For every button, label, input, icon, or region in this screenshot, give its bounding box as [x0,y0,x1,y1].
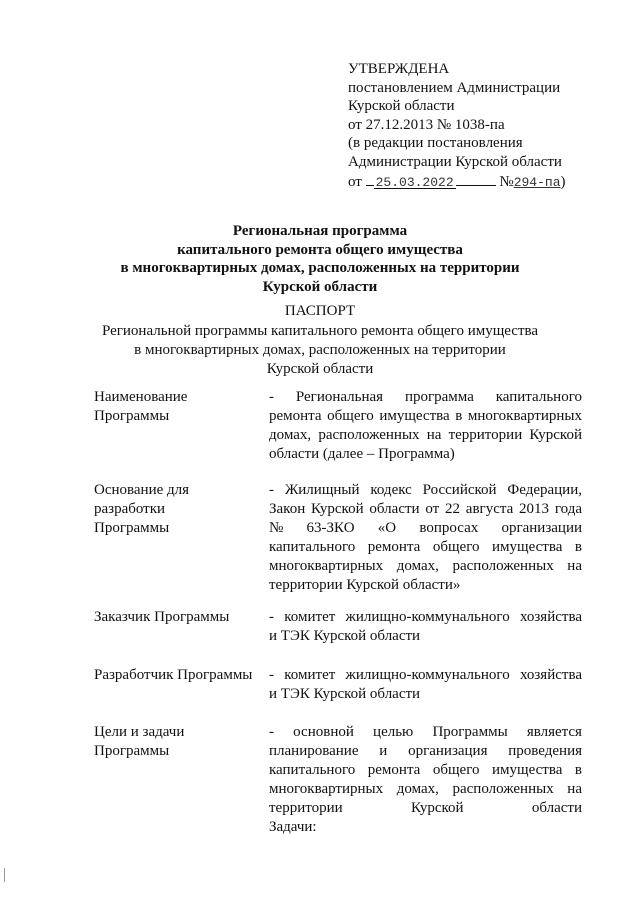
passport-row-label [94,481,264,538]
value-line [269,500,582,519]
date-prefix: от [348,174,362,190]
value-word: Задачи: [269,819,317,835]
value-word: области (далее – Программа) [269,446,455,462]
passport-heading: ПАСПОРТ [284,303,356,319]
date-blank-left [366,171,374,186]
value-word: проведения [508,743,582,759]
value-line [269,742,582,761]
program-title [0,222,640,296]
passport-row-value [269,608,582,646]
value-word: - [269,389,274,405]
passport-row-value [269,666,582,704]
passport-row-label [94,723,264,761]
scan-margin-mark [4,868,5,882]
approval-revision-line: (в редакции постановления [348,135,523,151]
close-paren: ) [560,174,566,190]
value-word: планирование [269,743,359,759]
value-line [269,761,582,780]
date-blank-right [456,171,496,186]
label-line: Наименование [94,389,188,405]
approval-stamp [348,60,628,193]
passport-row-value [269,388,582,464]
value-word: «О [377,520,397,536]
value-word: является [526,724,582,740]
value-line [269,445,582,464]
approval-revision-date [348,171,628,193]
value-line [269,608,582,627]
label-line: разработки [94,501,166,517]
approval-decree-date: от 27.12.2013 № 1038-па [348,116,505,133]
value-line [269,780,582,799]
passport-subtitle-line: Курской области [266,361,374,377]
value-line [269,576,582,595]
value-word: - Жилищный кодекс Российской Федерации, [269,482,582,498]
value-word: многоквартирных домах, расположенных на [269,781,582,797]
label-line: Программы [94,520,170,536]
value-word: домах, расположенных на территории Курской [269,427,582,443]
value-line [269,538,582,557]
value-word: - [269,724,274,740]
value-word: Региональная [295,389,384,405]
value-line [269,481,582,500]
revision-number-value: 294-па [513,175,561,190]
approval-region-line: Курской области [348,98,455,114]
value-line [269,818,582,837]
value-word: Программы [432,724,508,740]
label-line: Программы [94,743,170,759]
passport-heading-block [0,302,640,379]
value-line [269,388,582,407]
approval-decree-line: постановлением Администрации [348,79,561,96]
passport-subtitle-line: Региональной программы капитального ремонта общего имущества [101,323,539,339]
program-title-line: капитального ремонта общего имущества [177,241,463,258]
value-line [269,426,582,445]
label-line: Основание для [94,482,190,498]
number-prefix: № [499,174,514,190]
value-word: капитального ремонта общего имущества в [269,539,582,555]
value-line [269,723,582,742]
program-title-line: Региональная программа [232,223,408,239]
value-word: вопросах [419,520,479,536]
value-word: капитального [495,389,582,405]
value-word: ремонта общего имущества в многоквартирных [269,408,582,424]
revision-date-value: 25.03.2022 [375,175,454,190]
label-line: Программы [94,408,170,424]
value-word: и ТЭК Курской области [269,628,421,644]
passport-row-value [269,481,582,595]
approval-admin-line: Администрации Курской области [348,153,562,170]
label-line: Разработчик Программы [94,667,253,683]
label-line: Цели и задачи [94,724,185,740]
value-word: целью [373,724,414,740]
value-word: организация [408,743,488,759]
program-title-line: в многоквартирных домах, расположенных на территории [120,260,520,276]
value-line [269,685,582,704]
value-line [269,666,582,685]
value-line [269,799,582,818]
passport-row-label [94,608,264,627]
value-word: организации [501,520,582,536]
passport-row-label [94,388,264,426]
value-word: территории Курской области» [269,577,461,593]
value-word: и ТЭК Курской области [269,686,421,702]
value-word: капитального ремонта общего имущества в [269,762,582,778]
value-line [269,407,582,426]
label-line: Заказчик Программы [94,609,230,625]
value-word: 63-ЗКО [306,520,355,536]
value-line [269,557,582,576]
value-word: - комитет жилищно-коммунального хозяйства [269,609,582,625]
approval-title: УТВЕРЖДЕНА [348,61,450,77]
value-word: многоквартирных домах, расположенных на [269,558,582,574]
value-word: основной [293,724,354,740]
value-word: территории Курской области [269,800,582,816]
value-word: и [379,743,388,759]
value-line [269,519,582,538]
passport-subtitle-line: в многоквартирных домах, расположенных на территории [134,342,506,358]
passport-row-value [269,723,582,837]
value-word: № [269,520,284,536]
value-word: - комитет жилищно-коммунального хозяйства [269,667,582,683]
value-word: Закон Курской области от 22 августа 2013 года [269,501,582,517]
program-title-line: Курской области [262,278,378,295]
value-word: программа [404,389,474,405]
value-line [269,627,582,646]
passport-row-label [94,666,264,685]
